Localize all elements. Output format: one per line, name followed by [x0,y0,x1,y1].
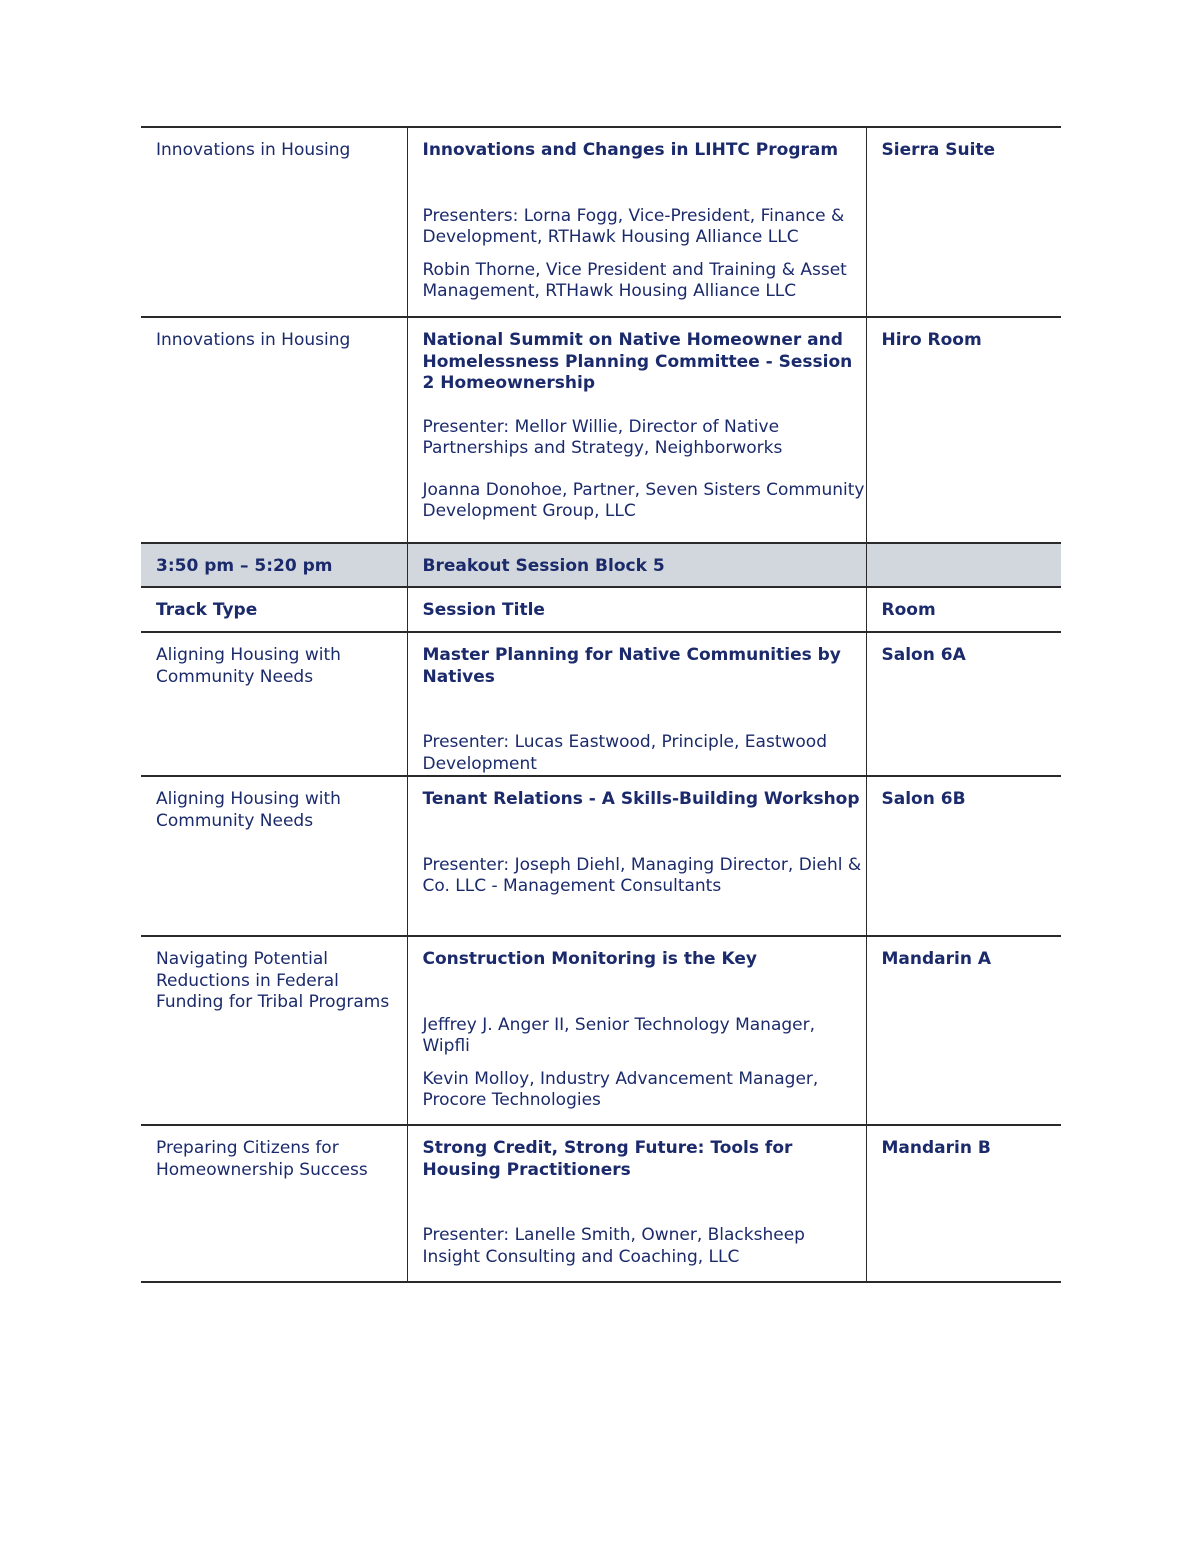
presenter-line: Presenter: Mellor Willie, Director of Native Partnerships and Strategy, Neighborworks [422,416,783,458]
session-cell [407,632,866,776]
presenter-line: Jeffrey J. Anger II, Senior Technology Manager, Wipfli [422,1014,816,1056]
block-room [866,543,1061,587]
presenter-line: Presenter: Joseph Diehl, Managing Director, Diehl & Co. LLC - Management Consultants [422,854,862,896]
session-cell [407,1125,866,1282]
presenter-line: Presenter: Lucas Eastwood, Principle, Eastwood Development [422,732,827,774]
block-name: Breakout Session Block 5 [407,543,866,587]
track-type: Innovations in Housing [141,127,407,317]
session-row [141,632,1061,776]
session-cell [407,936,866,1125]
session-row [141,317,1061,543]
session-title: Tenant Relations - A Skills-Building Workshop [422,789,860,809]
header-room: Room [866,587,1061,632]
room: Salon 6A [866,632,1061,776]
header-track-type: Track Type [141,587,407,632]
session-title: Innovations and Changes in LIHTC Program [422,140,839,160]
room: Mandarin B [866,1125,1061,1282]
track-type: Navigating Potential Reductions in Federal Funding for Tribal Programs [141,936,407,1125]
agenda-table [141,126,1061,1283]
session-title: National Summit on Native Homeowner and Homelessness Planning Committee - Session 2 Homeownership [422,330,853,393]
track-type: Aligning Housing with Community Needs [141,632,407,776]
session-block-row [141,543,1061,587]
track-type: Preparing Citizens for Homeownership Success [141,1125,407,1282]
column-header-row [141,587,1061,632]
session-row [141,1125,1061,1282]
block-time: 3:50 pm – 5:20 pm [141,543,407,587]
presenter-line: Kevin Molloy, Industry Advancement Manager, Procore Technologies [422,1068,819,1110]
session-cell [407,776,866,936]
presenter-line: Joanna Donohoe, Partner, Seven Sisters Community Development Group, LLC [422,479,865,521]
room: Mandarin A [866,936,1061,1125]
session-title: Strong Credit, Strong Future: Tools for Housing Practitioners [422,1138,793,1180]
session-row [141,776,1061,936]
room: Salon 6B [866,776,1061,936]
presenter-line: Presenter: Lanelle Smith, Owner, Blacksheep Insight Consulting and Coaching, LLC [422,1225,805,1267]
header-session-title: Session Title [407,587,866,632]
session-row [141,936,1061,1125]
session-cell [407,127,866,317]
room: Hiro Room [866,317,1061,543]
session-title: Construction Monitoring is the Key [422,949,757,969]
session-title: Master Planning for Native Communities by Natives [422,645,841,687]
session-row [141,127,1061,317]
presenter-line: Robin Thorne, Vice President and Training & Asset Management, RTHawk Housing Alliance LLC [422,259,847,301]
track-type: Aligning Housing with Community Needs [141,776,407,936]
presenter-line: Presenters: Lorna Fogg, Vice-President, Finance & Development, RTHawk Housing Alliance LLC [422,205,845,247]
track-type: Innovations in Housing [141,317,407,543]
room: Sierra Suite [866,127,1061,317]
session-cell [407,317,866,543]
